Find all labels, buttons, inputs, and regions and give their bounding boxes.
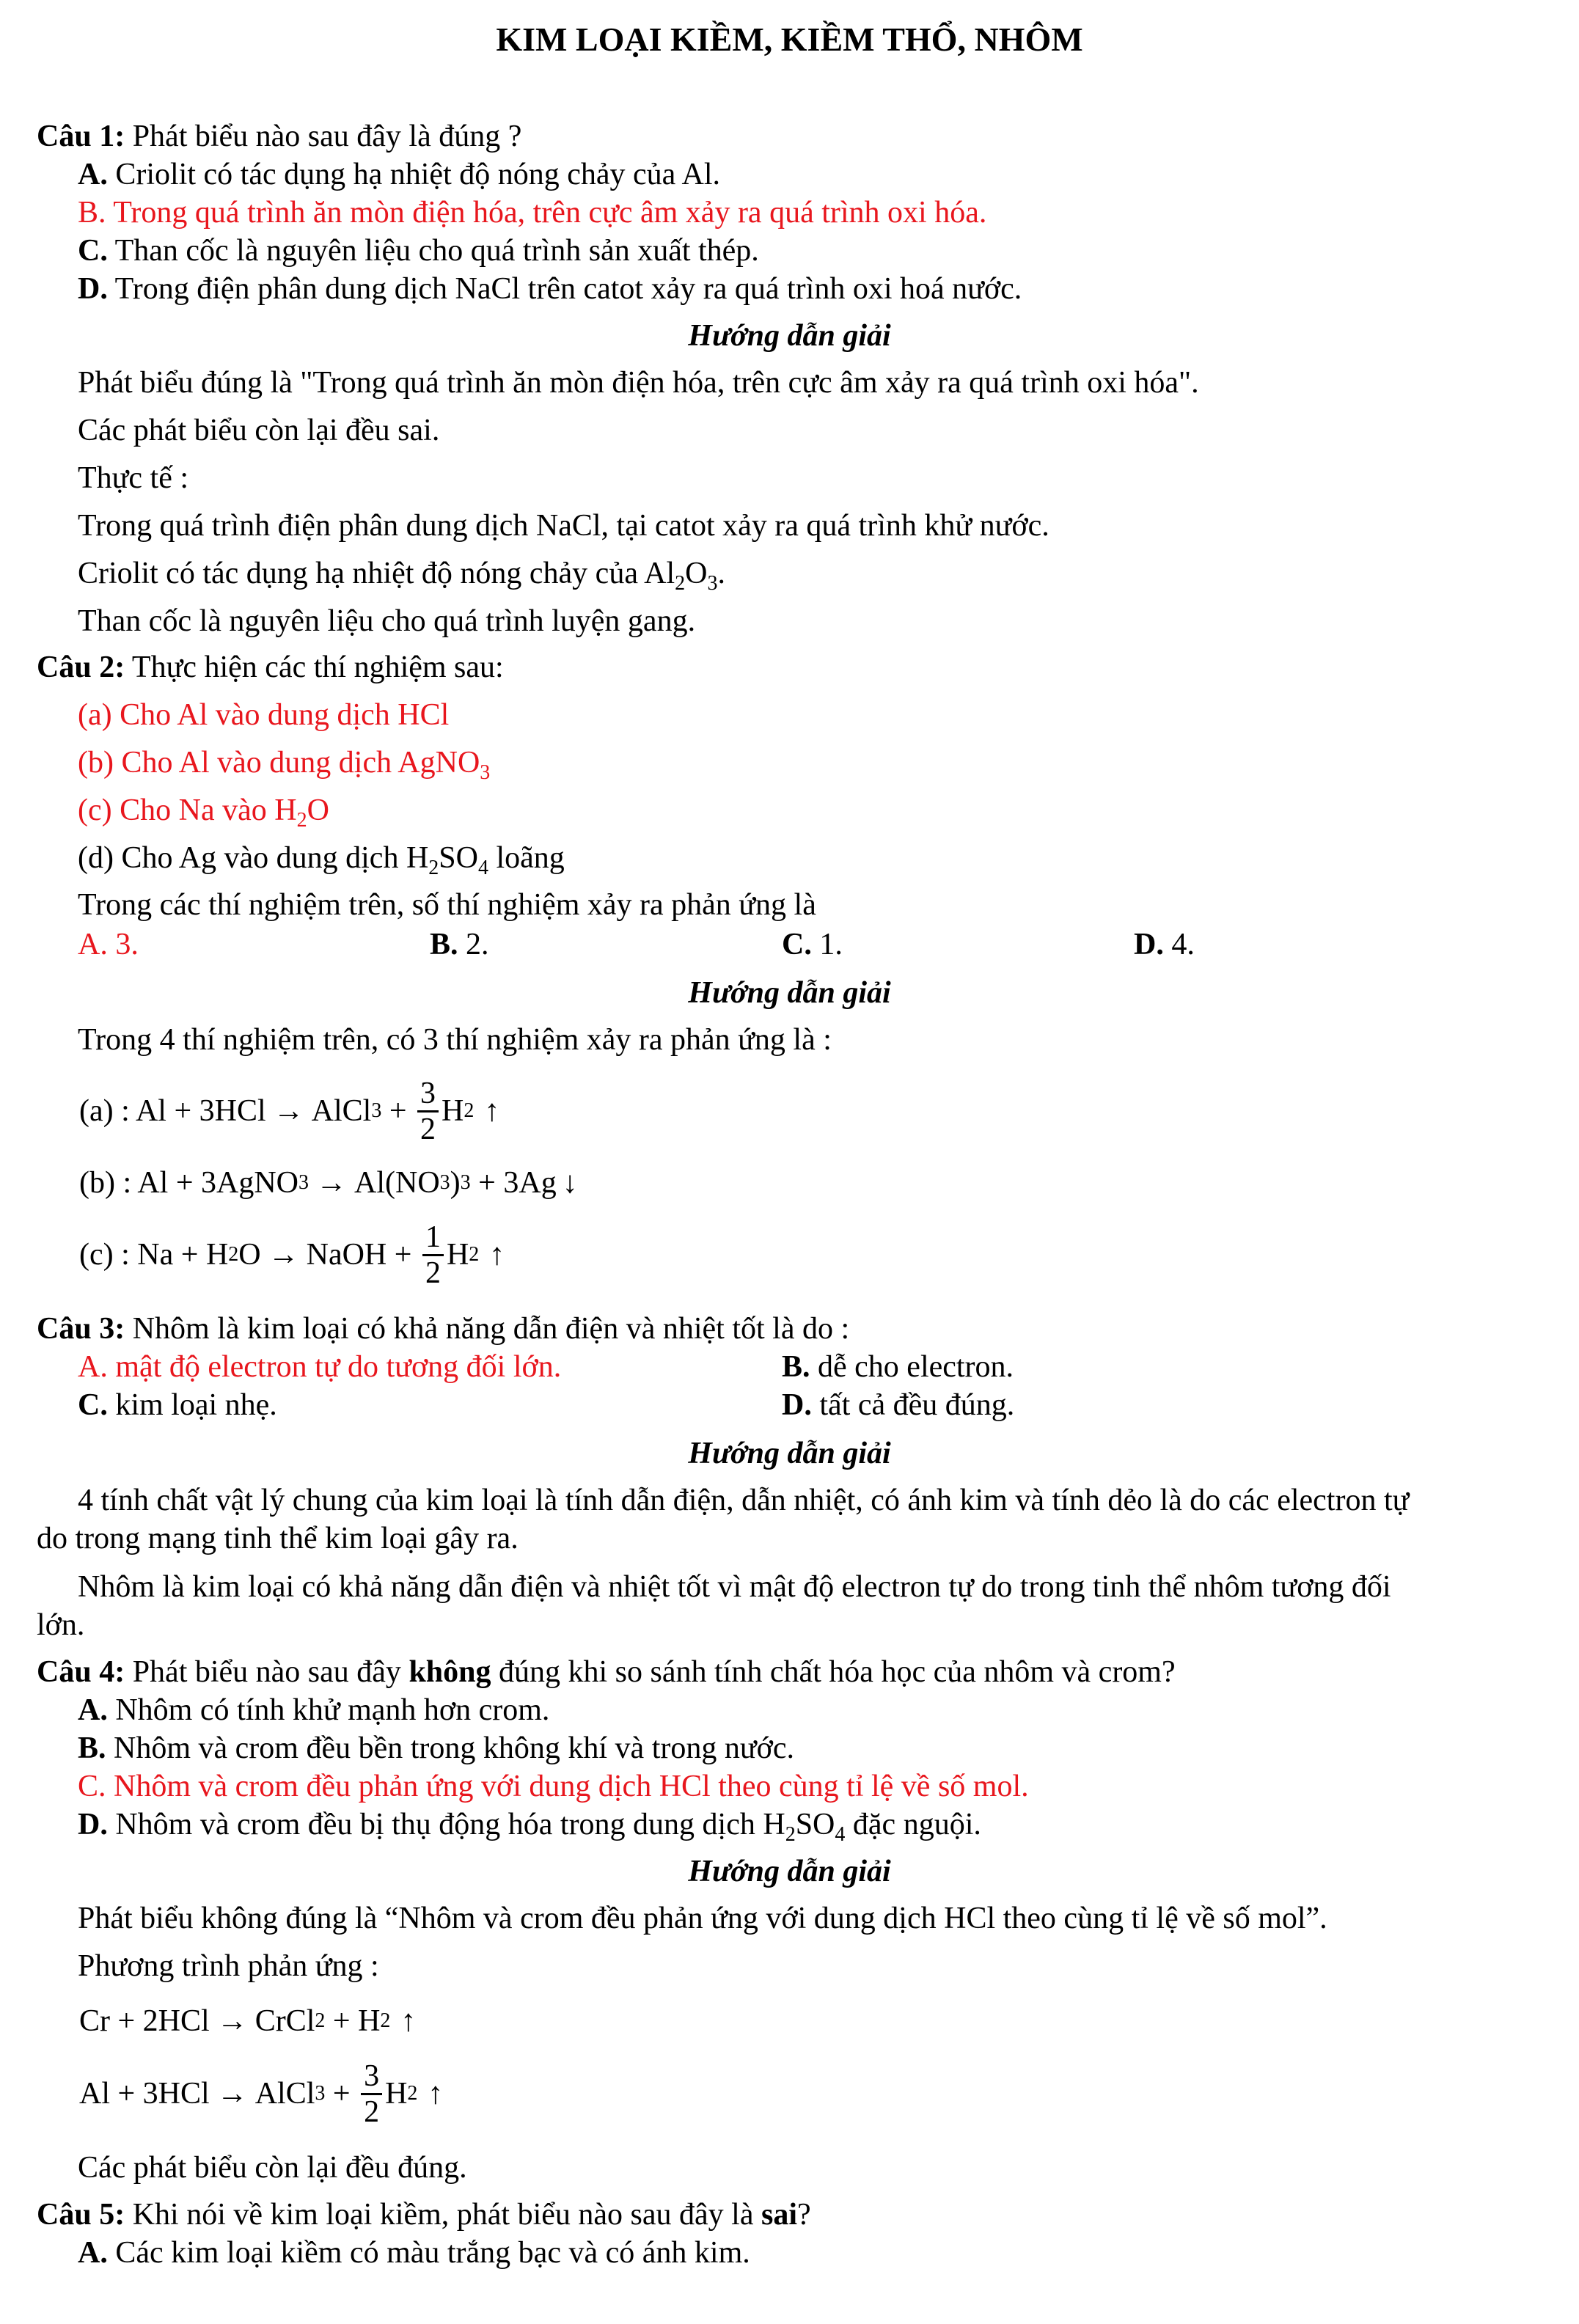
option-letter: D. [78, 272, 108, 306]
fraction [361, 2059, 382, 2129]
eq-text: (b) : Al + 3AgNO [79, 1165, 299, 1200]
option-text: tất cả đều đúng. [811, 1388, 1015, 1422]
numerator: 3 [361, 2059, 382, 2095]
option-letter: D. [782, 1388, 812, 1422]
option-letter: A. [78, 928, 108, 961]
q1-solution-line: Phát biểu đúng là "Trong quá trình ăn mòn điện hóa, trên cực âm xảy ra quá trình oxi hóa". [78, 366, 1199, 400]
numerator: 1 [422, 1220, 444, 1256]
option-text: Trong quá trình ăn mòn điện hóa, trên cực âm xảy ra quá trình oxi hóa. [106, 196, 987, 230]
line-text: O [685, 557, 708, 590]
eq-text: AlCl [311, 1094, 372, 1128]
question-text: ? [797, 2198, 811, 2232]
question-emphasis: không [409, 1655, 491, 1689]
q1-solution-line: Thực tế : [78, 461, 189, 495]
q2-option-b [430, 925, 489, 964]
option-text: Than cốc là nguyên liệu cho quá trình sản xuất thép. [107, 234, 759, 268]
question-text: Phát biểu nào sau đây là đúng ? [125, 120, 522, 153]
eq-text: H [385, 2077, 408, 2111]
q4-option-b [78, 1729, 794, 1767]
eq-text: (a) : Al + 3HCl [79, 1094, 266, 1128]
q1-option-b [78, 194, 986, 232]
option-text: Trong điện phân dung dịch NaCl trên catot xảy ra quá trình oxi hoá nước. [107, 272, 1022, 306]
solution-heading: Hướng dẫn giải [688, 976, 891, 1010]
option-text: SO [795, 1808, 835, 1841]
question-label: Câu 3: [37, 1312, 125, 1346]
subscript: 3 [707, 572, 718, 595]
question-text: Phát biểu nào sau đây [125, 1655, 409, 1689]
q3-option-d [782, 1386, 1014, 1424]
eq-text: Al + 3HCl [79, 2077, 210, 2111]
question-label: Câu 1: [37, 120, 125, 153]
eq-text: CrCl [254, 2004, 315, 2038]
option-letter: C. [78, 234, 108, 268]
q1-solution-line: Trong quá trình điện phân dung dịch NaCl, tại catot xảy ra quá trình khử nước. [78, 509, 1049, 543]
subscript: 3 [480, 761, 491, 784]
item-text: O [307, 793, 329, 827]
subscript: 4 [478, 857, 488, 879]
option-letter: D. [78, 1808, 108, 1841]
eq-text: (c) : Na + H [79, 1238, 229, 1272]
eq-text: H [442, 1094, 464, 1128]
q4-option-d [78, 1806, 981, 1844]
option-text: mật độ electron tự do tương đối lớn. [107, 1350, 562, 1384]
gas-arrow-icon: ↑ [484, 1094, 500, 1128]
q1-option-c [78, 232, 759, 270]
q5-option-a [78, 2234, 750, 2272]
q1-solution-line [78, 554, 725, 593]
gas-arrow-icon: ↑ [489, 1238, 505, 1272]
eq-text: Cr + 2HCl [79, 2004, 210, 2038]
item-text: loãng [488, 841, 565, 875]
option-text: Criolit có tác dụng hạ nhiệt độ nóng chảy của Al. [107, 158, 720, 191]
question-2 [37, 648, 504, 686]
eq-text: + [325, 2077, 359, 2111]
denominator: 2 [420, 1112, 436, 1146]
option-text: dễ cho electron. [810, 1350, 1014, 1384]
question-4 [37, 1653, 1176, 1691]
option-letter: C. [782, 928, 812, 961]
option-text: kim loại nhẹ. [107, 1388, 277, 1422]
denominator: 2 [364, 2094, 380, 2129]
question-1 [37, 117, 521, 155]
option-text: Nhôm có tính khử mạnh hơn crom. [107, 1693, 550, 1727]
page-title: KIM LOẠI KIỀM, KIỀM THỔ, NHÔM [496, 21, 1083, 58]
q3-solution-line: 4 tính chất vật lý chung của kim loại là tính dẫn điện, dẫn nhiệt, có ánh kim và tính dẻo là do các electron tự [78, 1484, 1410, 1517]
option-letter: B. [78, 196, 106, 230]
numerator: 3 [417, 1077, 439, 1112]
option-letter: A. [78, 2236, 108, 2270]
q4-solution-line: Phương trình phản ứng : [78, 1949, 379, 1983]
eq-text: NaOH + [306, 1238, 420, 1272]
equation-al: Al + 3HCl → AlCl 3 + $\frac{3}{2}$ H 2 ↑ [79, 2059, 444, 2129]
subscript: 2 [296, 809, 307, 832]
reaction-arrow: → [273, 1094, 304, 1128]
option-letter: C. [78, 1388, 108, 1422]
question-text: Thực hiện các thí nghiệm sau: [125, 650, 504, 684]
question-emphasis: sai [761, 2198, 798, 2232]
option-text: 4. [1163, 928, 1195, 961]
q1-option-a [78, 155, 720, 194]
question-label: Câu 5: [37, 2198, 125, 2232]
option-text: Các kim loại kiềm có màu trắng bạc và có ánh kim. [107, 2236, 750, 2270]
subscript: 2 [785, 1823, 796, 1846]
q2-option-a [78, 925, 139, 964]
option-letter: D. [1134, 928, 1164, 961]
eq-text: O [238, 1238, 261, 1272]
eq-text: + [381, 1094, 415, 1128]
option-letter: A. [78, 158, 108, 191]
q2-item-a: (a) Cho Al vào dung dịch HCl [78, 698, 450, 732]
equation-cr: Cr + 2HCl → CrCl 2 + H 2 ↑ [79, 2004, 417, 2038]
q1-option-d [78, 270, 1022, 308]
solution-heading: Hướng dẫn giải [688, 1855, 891, 1888]
question-text: đúng khi so sánh tính chất hóa học của nhôm và crom? [491, 1655, 1176, 1689]
precipitate-arrow-icon: ↓ [562, 1165, 578, 1200]
option-letter: A. [78, 1350, 108, 1384]
option-letter: C. [78, 1770, 106, 1803]
option-letter: B. [78, 1731, 106, 1765]
option-letter: B. [430, 928, 458, 961]
q4-option-a [78, 1691, 549, 1729]
fraction [422, 1220, 444, 1290]
q4-option-c [78, 1767, 1029, 1806]
q3-solution-line: do trong mạng tinh thể kim loại gây ra. [37, 1522, 519, 1555]
line-text: Criolit có tác dụng hạ nhiệt độ nóng chảy của Al [78, 557, 675, 590]
reaction-arrow: → [268, 1238, 299, 1272]
eq-text: H [446, 1238, 469, 1272]
q2-prompt: Trong các thí nghiệm trên, số thí nghiệm xảy ra phản ứng là [78, 888, 816, 922]
option-text: 1. [811, 928, 843, 961]
option-text: 3. [107, 928, 139, 961]
solution-heading: Hướng dẫn giải [688, 319, 891, 353]
option-text: Nhôm và crom đều bị thụ động hóa trong dung dịch H [107, 1808, 785, 1841]
question-3 [37, 1310, 849, 1348]
option-letter: A. [78, 1693, 108, 1727]
q3-option-b [782, 1348, 1014, 1386]
option-text: 2. [458, 928, 489, 961]
q1-solution-line: Các phát biểu còn lại đều sai. [78, 414, 440, 447]
q4-solution-line: Các phát biểu còn lại đều đúng. [78, 2151, 467, 2185]
solution-heading: Hướng dẫn giải [688, 1437, 891, 1470]
q3-solution-line: Nhôm là kim loại có khả năng dẫn điện và nhiệt tốt vì mật độ electron tự do trong tinh thể nhôm tương đối [78, 1570, 1391, 1604]
fraction [417, 1077, 439, 1146]
equation-c: (c) : Na + H 2 O → NaOH + $\frac{1}{2}$ H 2 ↑ [79, 1220, 505, 1290]
item-text: (b) Cho Al vào dung dịch AgNO [78, 746, 480, 780]
eq-text: Al(NO [354, 1165, 440, 1200]
question-label: Câu 2: [37, 650, 125, 684]
q2-item-d [78, 839, 565, 877]
option-text: Nhôm và crom đều phản ứng với dung dịch HCl theo cùng tỉ lệ về số mol. [106, 1770, 1029, 1803]
question-label: Câu 4: [37, 1655, 125, 1689]
q3-solution-line: lớn. [37, 1608, 85, 1642]
item-text: (c) Cho Na vào H [78, 793, 297, 827]
subscript: 2 [428, 857, 439, 879]
eq-text: + 3Ag [470, 1165, 557, 1200]
reaction-arrow: → [216, 2004, 248, 2038]
option-text: Nhôm và crom đều bền trong không khí và trong nước. [106, 1731, 794, 1765]
gas-arrow-icon: ↑ [400, 2004, 417, 2038]
eq-text: AlCl [254, 2077, 315, 2111]
subscript: 4 [835, 1823, 846, 1846]
q2-option-c [782, 925, 843, 964]
q2-item-b [78, 744, 490, 782]
equation-a: (a) : Al + 3HCl → AlCl 3 + $\frac{3}{2}$ H 2 ↑ [79, 1076, 500, 1146]
denominator: 2 [425, 1256, 441, 1290]
item-text: SO [439, 841, 478, 875]
q1-solution-line: Than cốc là nguyên liệu cho quá trình luyện gang. [78, 604, 696, 638]
line-text: . [717, 557, 725, 590]
q2-solution: Trong 4 thí nghiệm trên, có 3 thí nghiệm xảy ra phản ứng là : [78, 1023, 832, 1057]
reaction-arrow: → [216, 2077, 248, 2111]
item-text: (d) Cho Ag vào dung dịch H [78, 841, 429, 875]
question-text: Nhôm là kim loại có khả năng dẫn điện và nhiệt tốt là do : [125, 1312, 850, 1346]
question-text: Khi nói về kim loại kiềm, phát biểu nào sau đây là [125, 2198, 761, 2232]
q3-option-a [78, 1348, 561, 1386]
q4-solution-line: Phát biểu không đúng là “Nhôm và crom đều phản ứng với dung dịch HCl theo cùng tỉ lệ về số mol”. [78, 1902, 1327, 1935]
option-letter: B. [782, 1350, 810, 1384]
option-text: đặc nguội. [845, 1808, 981, 1841]
subscript: 2 [675, 572, 686, 595]
equation-b: (b) : Al + 3AgNO 3 → Al(NO 3 ) 3 + 3Ag ↓ [79, 1165, 578, 1200]
question-5 [37, 2196, 811, 2234]
q3-option-c [78, 1386, 277, 1424]
eq-text: + H [325, 2004, 381, 2038]
q2-option-d [1134, 925, 1195, 964]
q2-item-c [78, 791, 329, 832]
reaction-arrow: → [316, 1165, 348, 1200]
gas-arrow-icon: ↑ [428, 2077, 444, 2111]
eq-text: ) [450, 1165, 461, 1200]
